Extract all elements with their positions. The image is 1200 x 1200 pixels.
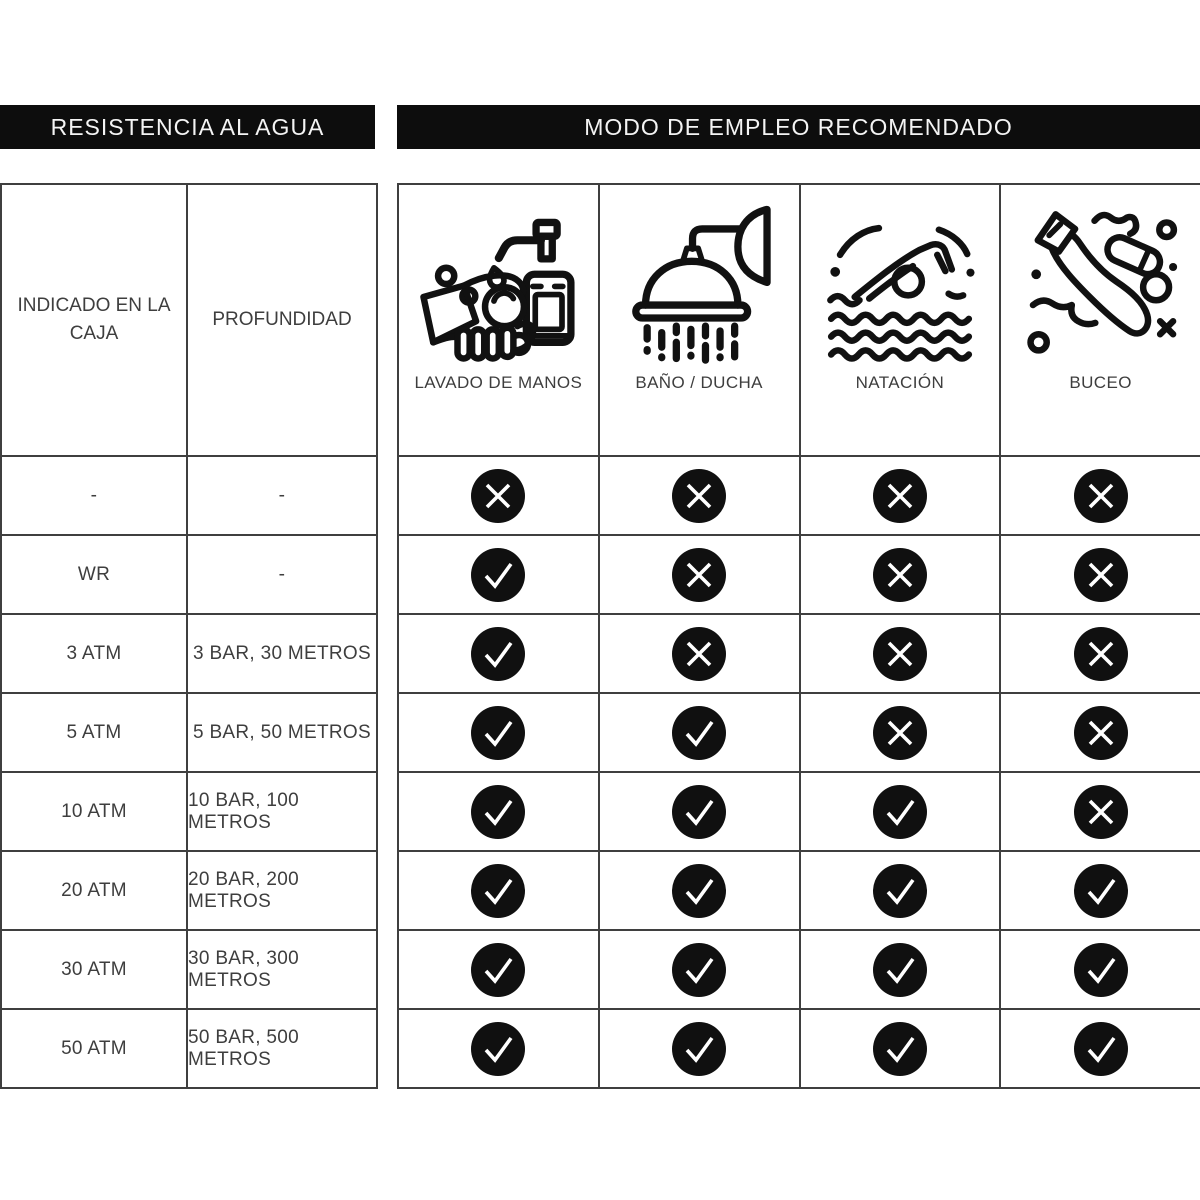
usage-mark-cell (999, 613, 1200, 692)
left-section-title-bar (0, 105, 375, 149)
diving-icon (1020, 203, 1182, 365)
column-header-case-marking (0, 183, 186, 455)
usage-mark-cell (598, 929, 799, 1008)
usage-mark-cell (799, 929, 1000, 1008)
cross-icon (471, 469, 525, 523)
depth-cell: 5 BAR, 50 METROS (186, 692, 376, 771)
usage-mark-cell (999, 534, 1200, 613)
usage-mark-cell (799, 850, 1000, 929)
usage-column-header-diving (999, 183, 1200, 455)
usage-mark-cell (397, 692, 598, 771)
case-marking-cell: 20 ATM (0, 850, 186, 929)
cross-icon (1074, 785, 1128, 839)
check-icon (672, 706, 726, 760)
case-marking-cell: 50 ATM (0, 1008, 186, 1087)
usage-mark-cell (999, 1008, 1200, 1087)
usage-mark-cell (999, 771, 1200, 850)
check-icon (873, 1022, 927, 1076)
usage-column-label: BAÑO / DUCHA (635, 373, 763, 392)
hand-washing-icon (417, 203, 579, 365)
usage-mark-cell (598, 771, 799, 850)
depth-cell: - (186, 455, 376, 534)
depth-cell: 30 BAR, 300 METROS (186, 929, 376, 1008)
column-header-label: PROFUNDIDAD (212, 309, 352, 331)
cross-icon (1074, 548, 1128, 602)
case-marking-cell: - (0, 455, 186, 534)
usage-mark-cell (397, 534, 598, 613)
usage-column-header-shower (598, 183, 799, 455)
usage-mark-cell (598, 455, 799, 534)
usage-column-header-swimming (799, 183, 1000, 455)
check-icon (471, 706, 525, 760)
column-header-depth (186, 183, 376, 455)
cross-icon (873, 627, 927, 681)
right-section-title-bar (397, 105, 1200, 149)
cross-icon (672, 469, 726, 523)
usage-column-header-handwash (397, 183, 598, 455)
usage-mark-cell (598, 850, 799, 929)
usage-mark-cell (397, 1008, 598, 1087)
cross-icon (1074, 627, 1128, 681)
right-section-title: MODO DE EMPLEO RECOMENDADO (584, 113, 1013, 140)
check-icon (873, 864, 927, 918)
usage-column-label: NATACIÓN (855, 373, 945, 392)
usage-mark-cell (397, 613, 598, 692)
check-icon (471, 548, 525, 602)
usage-table (397, 183, 1200, 1089)
check-icon (471, 627, 525, 681)
usage-mark-cell (799, 692, 1000, 771)
usage-mark-cell (999, 692, 1200, 771)
column-header-label: INDICADO EN LA CAJA (17, 295, 171, 344)
usage-mark-cell (397, 850, 598, 929)
swimming-icon (819, 203, 981, 365)
check-icon (672, 943, 726, 997)
usage-mark-cell (397, 929, 598, 1008)
usage-mark-cell (799, 534, 1000, 613)
shower-icon (618, 203, 780, 365)
check-icon (873, 785, 927, 839)
depth-cell: 3 BAR, 30 METROS (186, 613, 376, 692)
check-icon (471, 943, 525, 997)
check-icon (1074, 943, 1128, 997)
usage-mark-cell (799, 613, 1000, 692)
usage-mark-cell (397, 771, 598, 850)
depth-cell: - (186, 534, 376, 613)
check-icon (672, 864, 726, 918)
cross-icon (873, 706, 927, 760)
cross-icon (1074, 469, 1128, 523)
cross-icon (1074, 706, 1128, 760)
check-icon (873, 943, 927, 997)
usage-mark-cell (397, 455, 598, 534)
cross-icon (873, 469, 927, 523)
usage-mark-cell (799, 771, 1000, 850)
usage-mark-cell (598, 534, 799, 613)
check-icon (672, 785, 726, 839)
left-section-title: RESISTENCIA AL AGUA (50, 113, 325, 140)
case-marking-cell: 10 ATM (0, 771, 186, 850)
cross-icon (873, 548, 927, 602)
cross-icon (672, 548, 726, 602)
depth-cell: 20 BAR, 200 METROS (186, 850, 376, 929)
case-marking-cell: 5 ATM (0, 692, 186, 771)
check-icon (471, 864, 525, 918)
case-marking-cell: WR (0, 534, 186, 613)
depth-cell: 50 BAR, 500 METROS (186, 1008, 376, 1087)
check-icon (1074, 1022, 1128, 1076)
usage-mark-cell (999, 455, 1200, 534)
check-icon (471, 785, 525, 839)
case-marking-cell: 3 ATM (0, 613, 186, 692)
usage-mark-cell (999, 929, 1200, 1008)
usage-column-label: LAVADO DE MANOS (414, 373, 583, 392)
cross-icon (672, 627, 726, 681)
usage-mark-cell (598, 1008, 799, 1087)
usage-mark-cell (999, 850, 1200, 929)
check-icon (1074, 864, 1128, 918)
usage-mark-cell (799, 1008, 1000, 1087)
depth-cell: 10 BAR, 100 METROS (186, 771, 376, 850)
case-marking-cell: 30 ATM (0, 929, 186, 1008)
usage-column-label: BUCEO (1069, 373, 1132, 392)
usage-mark-cell (799, 455, 1000, 534)
usage-mark-cell (598, 613, 799, 692)
check-icon (471, 1022, 525, 1076)
check-icon (672, 1022, 726, 1076)
resistance-table (0, 183, 378, 1089)
usage-mark-cell (598, 692, 799, 771)
